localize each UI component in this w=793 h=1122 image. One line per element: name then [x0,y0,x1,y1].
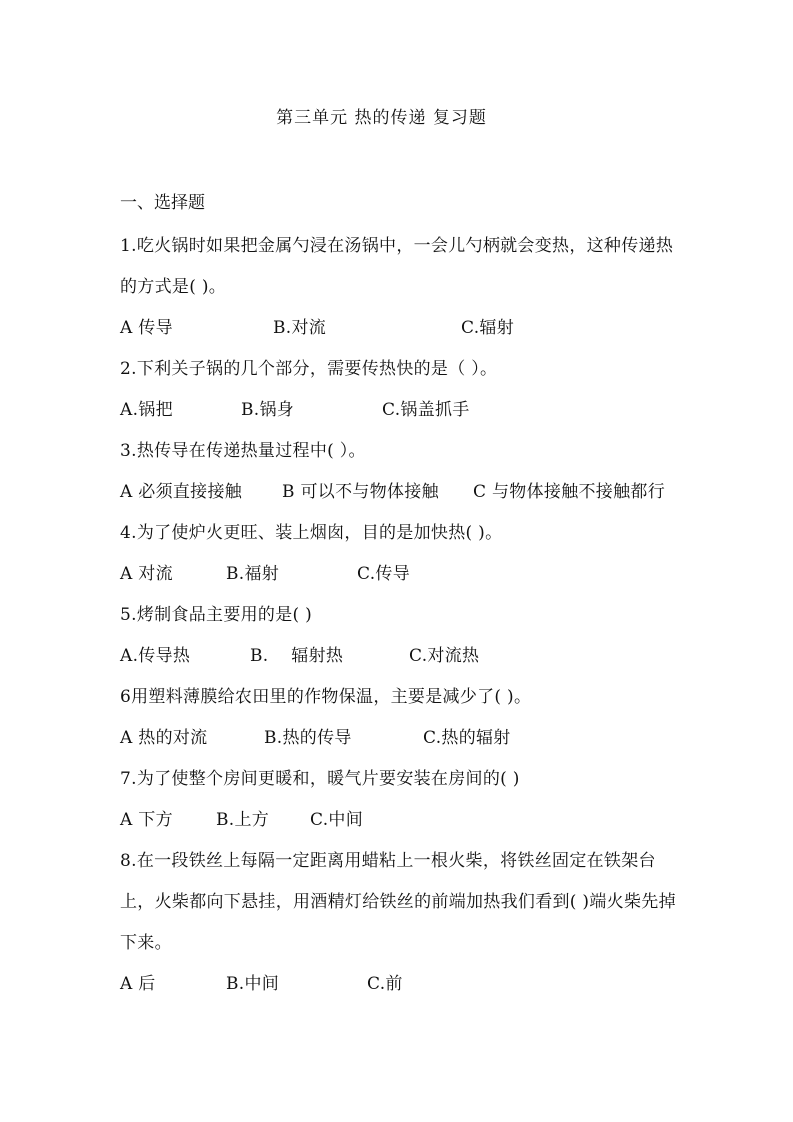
option-b: B.锅身 [241,400,295,420]
option-c: C.传导 [357,564,411,584]
option-c: C 与物体接触不接触都行 [473,482,666,502]
options-4 [120,554,680,595]
options-6 [120,718,680,759]
option-c: C.辐射 [461,318,515,338]
option-c: C.中间 [310,810,364,830]
section-heading: 一、选择题 [120,193,205,213]
option-b: B.对流 [273,318,327,338]
question-8: 8.在一段铁丝上每隔一定距离用蜡粘上一根火柴，将铁丝固定在铁架台上，火柴都向下悬挂，用酒精灯给铁丝的前端加热我们看到( )端火柴先掉下来。 [120,851,676,953]
question-3: 3.热传导在传递热量过程中( ）。 [120,441,366,461]
question-6: 6用塑料薄膜给农田里的作物保温，主要是减少了( )。 [120,687,532,707]
option-b: B.热的传导 [264,728,352,748]
options-1 [120,308,680,349]
options-5 [120,636,680,677]
option-b: B.福射 [226,564,280,584]
option-a: A.锅把 [120,400,173,420]
option-b: B.中间 [226,974,280,994]
option-a: A 对流 [120,564,173,584]
option-a: A 传导 [120,318,173,338]
option-a: A.传导热 [120,646,191,666]
question-2: 2.下利关子锅的几个部分，需要传热快的是（ ）。 [120,359,498,379]
option-a: A 后 [120,974,156,994]
option-b: B 可以不与物体接触 [282,482,439,502]
question-4: 4.为了使炉火更旺、装上烟囱，目的是加快热( )。 [120,523,503,543]
question-7: 7.为了使整个房间更暖和，暖气片要安装在房间的( ) [120,769,520,789]
option-c: C.热的辐射 [423,728,511,748]
options-8 [120,964,680,1005]
question-1: 1.吃火锅时如果把金属勺浸在汤锅中，一会儿勺柄就会变热，这种传递热的方式是( )。 [120,236,674,297]
option-b: B.上方 [216,810,270,830]
option-c: C.对流热 [409,646,480,666]
option-a: A 下方 [120,810,173,830]
option-c: C.前 [367,974,403,994]
option-c: C.锅盖抓手 [382,400,470,420]
page-title: 第三单元 热的传递 复习题 [276,108,487,128]
option-b: B. 辐射热 [250,646,344,666]
options-7 [120,800,680,841]
question-list [120,226,680,1005]
option-a: A 热的对流 [120,728,208,748]
options-2 [120,390,680,431]
option-a: A 必须直接接触 [120,482,243,502]
options-3 [120,472,680,513]
question-5: 5.烤制食品主要用的是( ) [120,605,313,625]
